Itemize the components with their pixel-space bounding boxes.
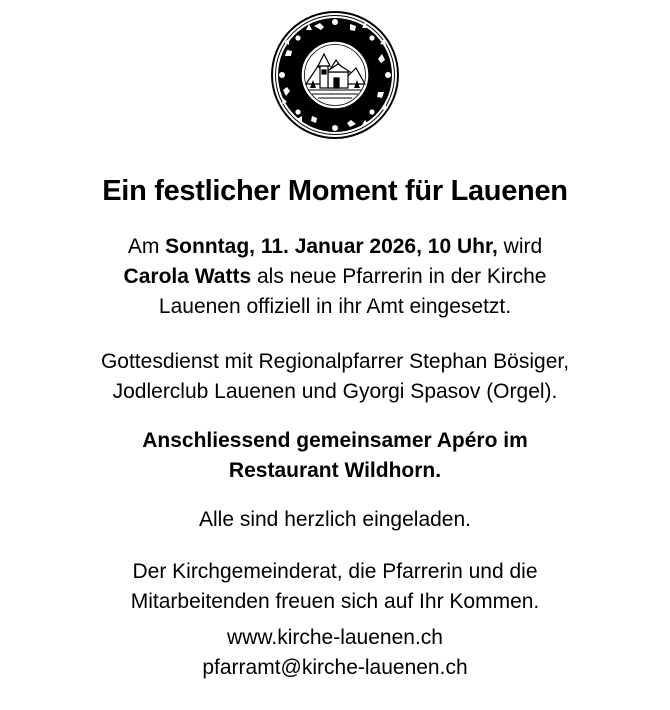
service-line-2: Jodlerclub Lauenen und Gyorgi Spasov (Orgel). [112, 380, 558, 403]
page-title: Ein festlicher Moment für Lauenen [102, 175, 568, 207]
closing-paragraph [0, 557, 670, 617]
apero-line-2: Restaurant Wildhorn. [228, 459, 442, 482]
intro-line-2 [0, 262, 670, 292]
event-date-time: Sonntag, 11. Januar 2026, 10 Uhr, [165, 235, 498, 258]
invite-line-1: Alle sind herzlich eingeladen. [198, 508, 471, 531]
contact-block [0, 623, 670, 683]
pastor-name: Carola Watts [123, 265, 252, 288]
intro-line-1-pre: Am [127, 235, 166, 258]
service-line-1: Gottesdienst mit Regionalpfarrer Stephan Bösiger, [100, 350, 570, 373]
church-seal-icon [270, 10, 400, 140]
intro-paragraph [0, 232, 670, 322]
intro-line-3: Lauenen offiziell in ihr Amt eingesetzt. [158, 295, 512, 318]
intro-line-1-post: wird [497, 235, 543, 258]
email-link[interactable]: pfarramt@kirche-lauenen.ch [202, 656, 468, 679]
intro-line-1 [0, 232, 670, 262]
invite-paragraph [0, 505, 670, 535]
intro-line-2-post: als neue Pfarrerin in der Kirche [251, 265, 547, 288]
closing-line-2: Mitarbeitenden freuen sich auf Ihr Kommen. [130, 590, 540, 613]
website-link[interactable]: www.kirche-lauenen.ch [227, 626, 443, 649]
apero-paragraph [0, 426, 670, 486]
apero-line-1: Anschliessend gemeinsamer Apéro im [142, 429, 528, 452]
closing-line-1: Der Kirchgemeinderat, die Pfarrerin und die [132, 560, 538, 583]
service-paragraph [0, 347, 670, 407]
